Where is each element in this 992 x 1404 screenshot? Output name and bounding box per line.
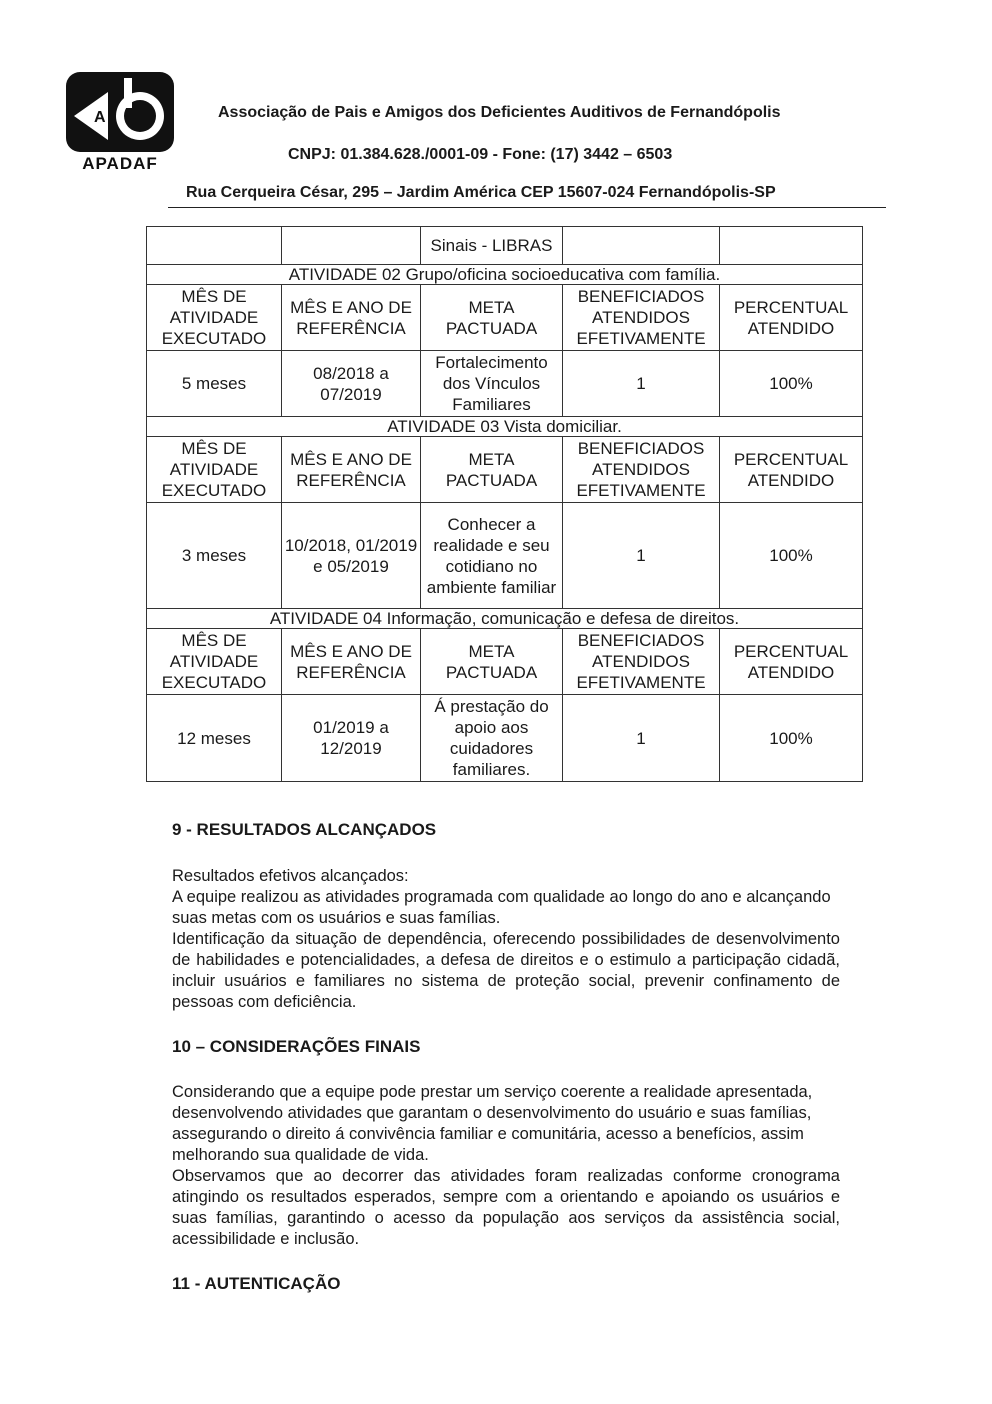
beneficiaries-cell: 1 — [563, 695, 720, 782]
activities-table — [146, 226, 863, 782]
header-goal: META PACTUADA — [421, 437, 563, 503]
months-cell: 12 meses — [147, 695, 282, 782]
reference-cell: 10/2018, 01/2019 e 05/2019 — [282, 503, 421, 609]
results-text — [172, 866, 840, 1013]
goal-cell: Fortalecimento dos Vínculos Familiares — [421, 351, 563, 417]
table-row — [147, 227, 863, 265]
results-paragraph: Identificação da situação de dependência, oferecendo possibilidades de desenvolvimento de habilidades e potencialidades, a defesa de direitos e o estimulo a participação cidadã, incluir usuários e familiares no sistema de proteção social, prevenir confinamento de pessoas com deficiência. — [172, 930, 840, 1011]
reference-cell: 08/2018 a 07/2019 — [282, 351, 421, 417]
header-goal: META PACTUADA — [421, 285, 563, 351]
final-paragraph: Observamos que ao decorrer das atividades foram realizadas conforme cronograma atingindo os resultados esperados, sempre com a orientando e apoiando os usuários e suas famílias, garantindo o acesso da população aos serviços da assistência social, acessibilidade e inclusão. — [172, 1167, 840, 1248]
activity-title: ATIVIDADE 03 Vista domiciliar. — [147, 417, 863, 437]
final-paragraph: Considerando que a equipe pode prestar um serviço coerente a realidade apresentada, desenvolvendo atividades que garantam o desenvolvimento do usuário e suas famílias, assegurando o direito á convivência familiar e comunitária, acesso a benefícios, assim melhorando sua qualidade de vida. — [172, 1083, 813, 1164]
organization-name: Associação de Pais e Amigos dos Deficientes Auditivos de Fernandópolis — [218, 104, 781, 121]
header-reference: MÊS E ANO DE REFERÊNCIA — [282, 629, 421, 695]
activity-title-row — [147, 265, 863, 285]
beneficiaries-cell: 1 — [563, 503, 720, 609]
header-months: MÊS DE ATIVIDADE EXECUTADO — [147, 437, 282, 503]
header-months: MÊS DE ATIVIDADE EXECUTADO — [147, 629, 282, 695]
percent-cell: 100% — [720, 351, 863, 417]
header-beneficiaries: BENEFICIADOS ATENDIDOS EFETIVAMENTE — [563, 437, 720, 503]
header-goal: META PACTUADA — [421, 629, 563, 695]
months-cell: 5 meses — [147, 351, 282, 417]
percent-cell: 100% — [720, 695, 863, 782]
activity-title: ATIVIDADE 04 Informação, comunicação e defesa de direitos. — [147, 609, 863, 629]
table-header-row — [147, 437, 863, 503]
address: Rua Cerqueira César, 295 – Jardim América CEP 15607-024 Fernandópolis-SP — [186, 184, 776, 201]
header-percent: PERCENTUAL ATENDIDO — [720, 285, 863, 351]
activity-title: ATIVIDADE 02 Grupo/oficina socioeducativa com família. — [147, 265, 863, 285]
header-reference: MÊS E ANO DE REFERÊNCIA — [282, 437, 421, 503]
table-header-row — [147, 629, 863, 695]
table-row — [147, 503, 863, 609]
section-title-results: 9 - RESULTADOS ALCANÇADOS — [172, 820, 437, 839]
table-row — [147, 351, 863, 417]
activity-title-row — [147, 417, 863, 437]
goal-cell: Á prestação do apoio aos cuidadores familiares. — [421, 695, 563, 782]
ear-logo-icon — [64, 72, 176, 154]
header-beneficiaries: BENEFICIADOS ATENDIDOS EFETIVAMENTE — [563, 285, 720, 351]
section-title-final: 10 – CONSIDERAÇÕES FINAIS — [172, 1037, 421, 1056]
percent-cell: 100% — [720, 503, 863, 609]
reference-cell: 01/2019 a 12/2019 — [282, 695, 421, 782]
section-title-authentication: 11 - AUTENTICAÇÃO — [172, 1274, 341, 1293]
header-percent: PERCENTUAL ATENDIDO — [720, 437, 863, 503]
cnpj-phone: CNPJ: 01.384.628./0001-09 - Fone: (17) 3442 – 6503 — [288, 146, 673, 163]
goal-cell: Conhecer a realidade e seu cotidiano no ambiente familiar — [421, 503, 563, 609]
results-paragraph: A equipe realizou as atividades programada com qualidade ao longo do ano e alcançando suas metas com os usuários e suas famílias. — [172, 888, 831, 927]
svg-text:A: A — [94, 109, 106, 126]
header-percent: PERCENTUAL ATENDIDO — [720, 629, 863, 695]
table-header-row — [147, 285, 863, 351]
header-divider — [168, 207, 886, 208]
activity-title-row — [147, 609, 863, 629]
header-months: MÊS DE ATIVIDADE EXECUTADO — [147, 285, 282, 351]
apadaf-logo — [64, 72, 176, 172]
header-reference: MÊS E ANO DE REFERÊNCIA — [282, 285, 421, 351]
final-text — [172, 1082, 840, 1250]
results-intro: Resultados efetivos alcançados: — [172, 867, 409, 885]
table-row — [147, 695, 863, 782]
beneficiaries-cell: 1 — [563, 351, 720, 417]
continuation-goal-cell: Sinais - LIBRAS — [421, 227, 563, 265]
logo-text: APADAF — [82, 154, 158, 173]
months-cell: 3 meses — [147, 503, 282, 609]
header-beneficiaries: BENEFICIADOS ATENDIDOS EFETIVAMENTE — [563, 629, 720, 695]
